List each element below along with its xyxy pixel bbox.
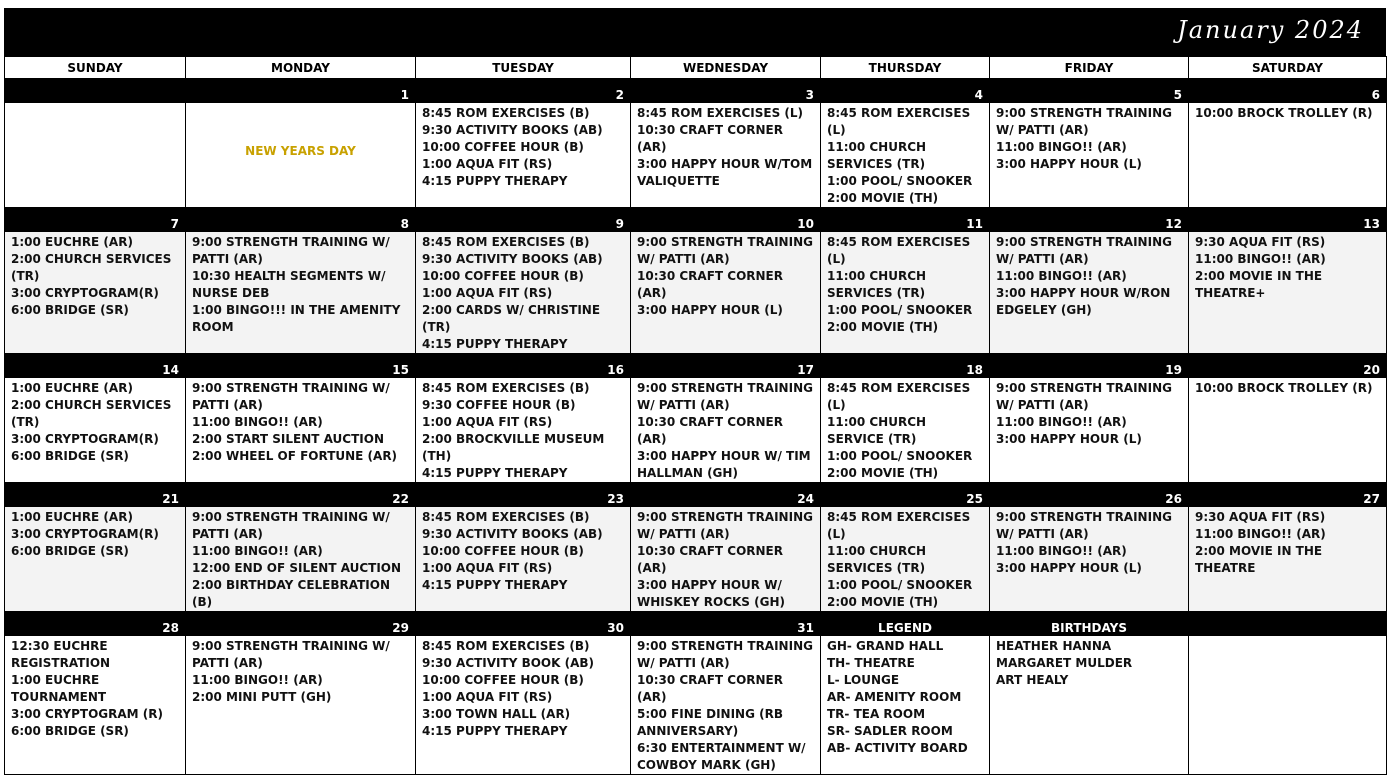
event-item: 1:00 POOL/ SNOOKER <box>827 174 973 188</box>
event-item: 11:00 BINGO!! (AR) <box>996 269 1127 283</box>
event-item: 2:00 MOVIE (TH) <box>827 595 939 609</box>
event-item: 1:00 EUCHRE (AR) <box>11 510 133 524</box>
event-item: 11:00 BINGO!! (AR) <box>192 415 323 429</box>
week-row <box>5 636 1387 775</box>
event-item: SR- SADLER ROOM <box>827 724 953 738</box>
event-item: 9:00 STRENGTH TRAINING W/ PATTI (AR) <box>192 639 390 670</box>
day-cell <box>186 636 416 775</box>
event-item: 1:00 AQUA FIT (RS) <box>422 286 553 300</box>
day-cell <box>990 103 1189 208</box>
event-item: 1:00 EUCHRE TOURNAMENT <box>11 673 107 704</box>
weekday-header-row <box>5 57 1387 79</box>
event-item: 1:00 EUCHRE (AR) <box>11 235 133 249</box>
weekday-monday: MONDAY <box>186 57 416 79</box>
day-cell <box>821 636 990 775</box>
day-cell <box>416 103 631 208</box>
event-item: 8:45 ROM EXERCISES (B) <box>422 106 590 120</box>
event-item: 11:00 BINGO!! (AR) <box>996 140 1127 154</box>
day-cell <box>821 103 990 208</box>
event-item: HEATHER HANNA <box>996 639 1112 653</box>
title-bar <box>4 8 1386 56</box>
day-number: 2 <box>416 79 631 103</box>
day-cell <box>990 507 1189 612</box>
day-number: 29 <box>186 612 416 636</box>
event-item: 11:00 CHURCH SERVICE (TR) <box>827 415 927 446</box>
day-number: 8 <box>186 208 416 232</box>
event-item: 4:15 PUPPY THERAPY <box>422 337 568 351</box>
event-item: 9:00 STRENGTH TRAINING W/ PATTI (AR) <box>996 510 1172 541</box>
event-item: 8:45 ROM EXERCISES (B) <box>422 381 590 395</box>
event-item: 9:30 ACTIVITY BOOKS (AB) <box>422 123 603 137</box>
day-cell <box>186 232 416 354</box>
event-item: 11:00 CHURCH SERVICES (TR) <box>827 140 927 171</box>
event-item: 3:00 HAPPY HOUR W/ WHISKEY ROCKS (GH) <box>637 578 785 609</box>
day-number: 26 <box>990 483 1189 507</box>
day-cell <box>631 507 821 612</box>
day-number-row <box>5 79 1387 103</box>
event-item: 5:00 FINE DINING (RB ANNIVERSARY) <box>637 707 783 738</box>
calendar <box>4 8 1386 775</box>
day-number: 6 <box>1189 79 1387 103</box>
day-cell <box>416 636 631 775</box>
event-item: 10:00 COFFEE HOUR (B) <box>422 544 584 558</box>
day-number: BIRTHDAYS <box>990 612 1189 636</box>
event-item: 2:00 MINI PUTT (GH) <box>192 690 332 704</box>
event-item: 1:00 AQUA FIT (RS) <box>422 415 553 429</box>
event-item: 9:30 ACTIVITY BOOKS (AB) <box>422 527 603 541</box>
day-number: 10 <box>631 208 821 232</box>
event-item: 6:00 BRIDGE (SR) <box>11 303 129 317</box>
event-item: 8:45 ROM EXERCISES (B) <box>422 235 590 249</box>
event-item: 8:45 ROM EXERCISES (L) <box>827 510 971 541</box>
event-item: 2:00 MOVIE IN THE THEATRE <box>1195 544 1323 575</box>
week-row <box>5 507 1387 612</box>
event-item: 3:00 HAPPY HOUR (L) <box>996 432 1142 446</box>
day-cell <box>821 507 990 612</box>
day-number: 15 <box>186 354 416 378</box>
event-item: 10:00 BROCK TROLLEY (R) <box>1195 381 1373 395</box>
event-item: 8:45 ROM EXERCISES (B) <box>422 639 590 653</box>
event-item: 6:00 BRIDGE (SR) <box>11 544 129 558</box>
event-item: 11:00 BINGO!! (AR) <box>1195 252 1326 266</box>
event-item: 11:00 BINGO!! (AR) <box>1195 527 1326 541</box>
day-cell <box>631 232 821 354</box>
event-item: 12:00 END OF SILENT AUCTION <box>192 561 402 575</box>
day-number: 17 <box>631 354 821 378</box>
weekday-tuesday: TUESDAY <box>416 57 631 79</box>
day-number: 9 <box>416 208 631 232</box>
event-item: 9:00 STRENGTH TRAINING W/ PATTI (AR) <box>996 235 1172 266</box>
event-item: 2:00 CARDS W/ CHRISTINE (TR) <box>422 303 601 334</box>
day-number: 28 <box>5 612 186 636</box>
event-item: 1:00 AQUA FIT (RS) <box>422 561 553 575</box>
event-item: 9:00 STRENGTH TRAINING W/ PATTI (AR) <box>996 381 1172 412</box>
day-cell <box>990 232 1189 354</box>
day-cell <box>1189 378 1387 483</box>
day-cell <box>990 636 1189 775</box>
event-item: 10:30 CRAFT CORNER (AR) <box>637 269 783 300</box>
day-number: 31 <box>631 612 821 636</box>
event-item: 9:30 AQUA FIT (RS) <box>1195 235 1326 249</box>
day-number: LEGEND <box>821 612 990 636</box>
event-item: 2:00 MOVIE IN THE THEATRE+ <box>1195 269 1323 300</box>
day-cell <box>416 507 631 612</box>
event-item: 3:00 HAPPY HOUR W/ TIM HALLMAN (GH) <box>637 449 811 480</box>
day-number: 5 <box>990 79 1189 103</box>
event-item: 10:30 HEALTH SEGMENTS W/ NURSE DEB <box>192 269 386 300</box>
day-cell <box>416 378 631 483</box>
day-cell <box>5 103 186 208</box>
event-item: 6:00 BRIDGE (SR) <box>11 449 129 463</box>
event-item: 11:00 CHURCH SERVICES (TR) <box>827 269 927 300</box>
event-item: 2:00 MOVIE (TH) <box>827 466 939 480</box>
event-item: 8:45 ROM EXERCISES (L) <box>637 106 804 120</box>
event-item: 10:30 CRAFT CORNER (AR) <box>637 673 783 704</box>
week-row <box>5 232 1387 354</box>
event-item: 12:30 EUCHRE REGISTRATION <box>11 639 111 670</box>
event-item: 11:00 BINGO!! (AR) <box>192 544 323 558</box>
day-cell <box>186 103 416 208</box>
event-item: 2:00 MOVIE (TH) <box>827 191 939 205</box>
event-item: 9:30 AQUA FIT (RS) <box>1195 510 1326 524</box>
event-item: 1:00 POOL/ SNOOKER <box>827 303 973 317</box>
event-item: 11:00 BINGO!! (AR) <box>996 544 1127 558</box>
event-item: 9:00 STRENGTH TRAINING W/ PATTI (AR) <box>637 235 813 266</box>
day-number: 7 <box>5 208 186 232</box>
day-number: 4 <box>821 79 990 103</box>
event-item: 3:00 HAPPY HOUR (L) <box>996 561 1142 575</box>
event-item: 2:00 CHURCH SERVICES (TR) <box>11 252 172 283</box>
weekday-wednesday: WEDNESDAY <box>631 57 821 79</box>
event-item: 4:15 PUPPY THERAPY <box>422 466 568 480</box>
day-cell <box>631 636 821 775</box>
event-item: ART HEALY <box>996 673 1069 687</box>
day-number: 16 <box>416 354 631 378</box>
weekday-sunday: SUNDAY <box>5 57 186 79</box>
calendar-grid <box>4 56 1387 775</box>
day-number: 23 <box>416 483 631 507</box>
week-row <box>5 103 1387 208</box>
event-item: 6:00 BRIDGE (SR) <box>11 724 129 738</box>
day-cell <box>186 507 416 612</box>
event-item: 9:30 ACTIVITY BOOK (AB) <box>422 656 595 670</box>
day-cell <box>5 378 186 483</box>
day-number: 19 <box>990 354 1189 378</box>
event-item: 4:15 PUPPY THERAPY <box>422 174 568 188</box>
event-item: 6:30 ENTERTAINMENT W/ COWBOY MARK (GH) <box>637 741 806 772</box>
day-cell <box>1189 103 1387 208</box>
event-item: 9:00 STRENGTH TRAINING W/ PATTI (AR) <box>637 381 813 412</box>
day-cell <box>1189 636 1387 775</box>
event-item: 2:00 CHURCH SERVICES (TR) <box>11 398 172 429</box>
event-item: 9:30 ACTIVITY BOOKS (AB) <box>422 252 603 266</box>
event-item: 4:15 PUPPY THERAPY <box>422 578 568 592</box>
event-item: 8:45 ROM EXERCISES (L) <box>827 106 971 137</box>
event-item: 3:00 TOWN HALL (AR) <box>422 707 571 721</box>
day-number-row <box>5 483 1387 507</box>
day-number: 1 <box>186 79 416 103</box>
weekday-thursday: THURSDAY <box>821 57 990 79</box>
event-item: 10:30 CRAFT CORNER (AR) <box>637 123 783 154</box>
event-item: 8:45 ROM EXERCISES (L) <box>827 381 971 412</box>
event-item: 1:00 AQUA FIT (RS) <box>422 157 553 171</box>
event-item: 8:45 ROM EXERCISES (B) <box>422 510 590 524</box>
event-item: 9:00 STRENGTH TRAINING W/ PATTI (AR) <box>637 639 813 670</box>
event-item: 8:45 ROM EXERCISES (L) <box>827 235 971 266</box>
event-item: 11:00 BINGO!! (AR) <box>996 415 1127 429</box>
event-item: 2:00 WHEEL OF FORTUNE (AR) <box>192 449 398 463</box>
event-item: 2:00 MOVIE (TH) <box>827 320 939 334</box>
event-item: 10:00 COFFEE HOUR (B) <box>422 673 584 687</box>
event-item: 9:00 STRENGTH TRAINING W/ PATTI (AR) <box>192 510 390 541</box>
event-item: 1:00 POOL/ SNOOKER <box>827 449 973 463</box>
event-item: 11:00 BINGO!! (AR) <box>192 673 323 687</box>
event-item: 10:00 COFFEE HOUR (B) <box>422 140 584 154</box>
day-number: 13 <box>1189 208 1387 232</box>
event-item: 10:00 COFFEE HOUR (B) <box>422 269 584 283</box>
event-item: 11:00 CHURCH SERVICES (TR) <box>827 544 927 575</box>
event-item: 2:00 BIRTHDAY CELEBRATION (B) <box>192 578 391 609</box>
event-item: 3:00 CRYPTOGRAM (R) <box>11 707 163 721</box>
event-item: 10:30 CRAFT CORNER (AR) <box>637 544 783 575</box>
weekday-saturday: SATURDAY <box>1189 57 1387 79</box>
event-item: 10:30 CRAFT CORNER (AR) <box>637 415 783 446</box>
event-item: AB- ACTIVITY BOARD <box>827 741 968 755</box>
day-number: 24 <box>631 483 821 507</box>
day-cell <box>631 378 821 483</box>
event-item: 3:00 CRYPTOGRAM(R) <box>11 527 159 541</box>
day-number: 22 <box>186 483 416 507</box>
event-item: 9:00 STRENGTH TRAINING W/ PATTI (AR) <box>192 381 390 412</box>
event-item: GH- GRAND HALL <box>827 639 944 653</box>
event-item: 3:00 HAPPY HOUR (L) <box>637 303 783 317</box>
event-item: 3:00 HAPPY HOUR W/TOM VALIQUETTE <box>637 157 813 188</box>
event-item: 1:00 EUCHRE (AR) <box>11 381 133 395</box>
day-number: 3 <box>631 79 821 103</box>
day-cell <box>186 378 416 483</box>
day-cell <box>821 378 990 483</box>
day-number: 30 <box>416 612 631 636</box>
week-row <box>5 378 1387 483</box>
event-item: 3:00 HAPPY HOUR W/RON EDGELEY (GH) <box>996 286 1171 317</box>
day-number: 20 <box>1189 354 1387 378</box>
day-cell <box>5 507 186 612</box>
day-number: 11 <box>821 208 990 232</box>
day-cell <box>416 232 631 354</box>
event-item: 2:00 BROCKVILLE MUSEUM (TH) <box>422 432 605 463</box>
day-cell <box>631 103 821 208</box>
day-number: 27 <box>1189 483 1387 507</box>
weekday-friday: FRIDAY <box>990 57 1189 79</box>
event-item: 1:00 POOL/ SNOOKER <box>827 578 973 592</box>
event-item: TR- TEA ROOM <box>827 707 926 721</box>
day-number-row <box>5 208 1387 232</box>
day-number-row <box>5 354 1387 378</box>
day-number: 12 <box>990 208 1189 232</box>
event-item: MARGARET MULDER <box>996 656 1133 670</box>
event-item: TH- THEATRE <box>827 656 915 670</box>
event-item: 3:00 CRYPTOGRAM(R) <box>11 432 159 446</box>
day-number: 18 <box>821 354 990 378</box>
day-number <box>1189 612 1387 636</box>
event-item: 9:30 COFFEE HOUR (B) <box>422 398 576 412</box>
day-number: 14 <box>5 354 186 378</box>
day-cell <box>1189 232 1387 354</box>
day-number <box>5 79 186 103</box>
event-item: 1:00 AQUA FIT (RS) <box>422 690 553 704</box>
day-number: 21 <box>5 483 186 507</box>
event-item: 1:00 BINGO!!! IN THE AMENITY ROOM <box>192 303 401 334</box>
event-item: 10:00 BROCK TROLLEY (R) <box>1195 106 1373 120</box>
event-item: AR- AMENITY ROOM <box>827 690 962 704</box>
day-number: 25 <box>821 483 990 507</box>
day-cell <box>990 378 1189 483</box>
day-cell <box>1189 507 1387 612</box>
calendar-title: January 2024 <box>1177 16 1364 44</box>
holiday-label: NEW YEARS DAY <box>245 144 356 158</box>
event-item: 3:00 CRYPTOGRAM(R) <box>11 286 159 300</box>
day-cell <box>5 232 186 354</box>
event-item: 2:00 START SILENT AUCTION <box>192 432 384 446</box>
event-item: 9:00 STRENGTH TRAINING W/ PATTI (AR) <box>192 235 390 266</box>
event-item: L- LOUNGE <box>827 673 900 687</box>
event-item: 3:00 HAPPY HOUR (L) <box>996 157 1142 171</box>
day-cell <box>821 232 990 354</box>
day-number-row <box>5 612 1387 636</box>
event-item: 9:00 STRENGTH TRAINING W/ PATTI (AR) <box>996 106 1172 137</box>
event-item: 4:15 PUPPY THERAPY <box>422 724 568 738</box>
day-cell <box>5 636 186 775</box>
event-item: 9:00 STRENGTH TRAINING W/ PATTI (AR) <box>637 510 813 541</box>
